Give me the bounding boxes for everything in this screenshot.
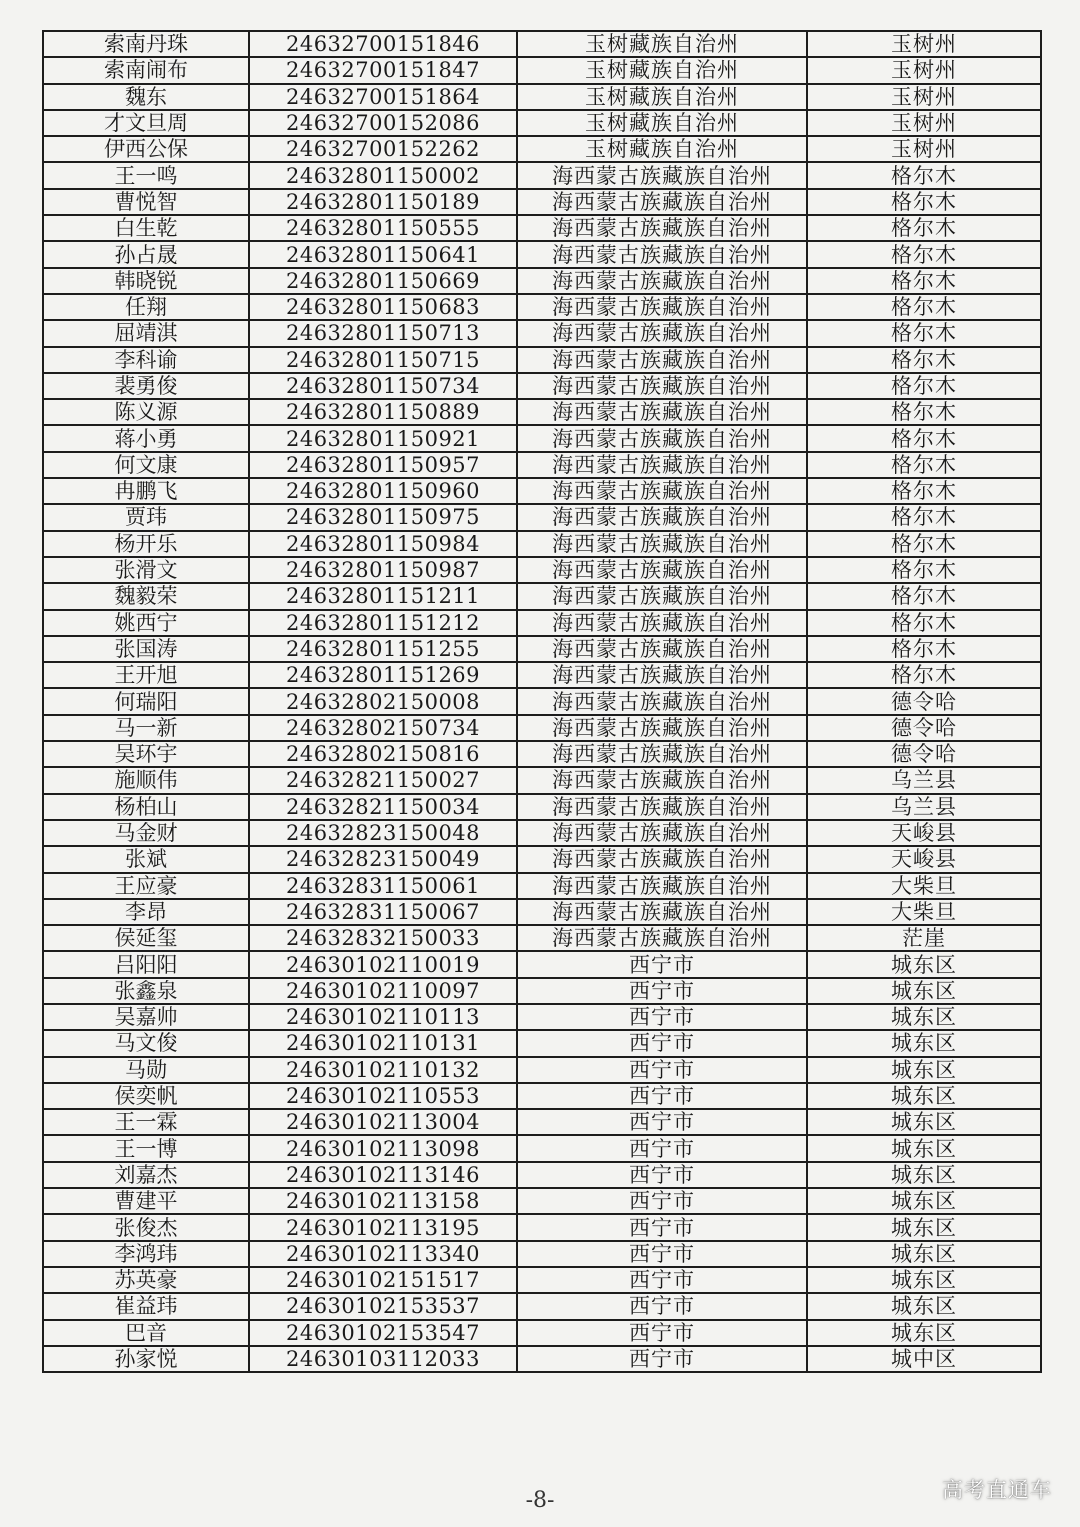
name-cell: 姚西宁 [43, 610, 249, 636]
exam-id-cell: 24632832150033 [249, 925, 517, 951]
exam-id-cell: 24632801151211 [249, 583, 517, 609]
exam-id-cell: 24632801150734 [249, 373, 517, 399]
name-cell: 李鸿玮 [43, 1241, 249, 1267]
name-cell: 曹建平 [43, 1188, 249, 1214]
prefecture-cell: 海西蒙古族藏族自治州 [517, 610, 807, 636]
prefecture-cell: 西宁市 [517, 951, 807, 977]
name-cell: 马金财 [43, 820, 249, 846]
county-cell: 德令哈 [807, 741, 1041, 767]
name-cell: 何文康 [43, 452, 249, 478]
prefecture-cell: 西宁市 [517, 1030, 807, 1056]
name-cell: 吕阳阳 [43, 951, 249, 977]
prefecture-cell: 海西蒙古族藏族自治州 [517, 820, 807, 846]
exam-id-cell: 24632831150061 [249, 873, 517, 899]
exam-id-cell: 24632700152262 [249, 136, 517, 162]
table-row [43, 1320, 1041, 1346]
county-cell: 天峻县 [807, 820, 1041, 846]
exam-id-cell: 24630103112033 [249, 1346, 517, 1372]
name-cell: 侯延玺 [43, 925, 249, 951]
county-cell: 大柴旦 [807, 873, 1041, 899]
name-cell: 索南闹布 [43, 57, 249, 83]
table-row [43, 478, 1041, 504]
name-cell: 裴勇俊 [43, 373, 249, 399]
name-cell: 索南丹珠 [43, 31, 249, 57]
exam-id-cell: 24632801150715 [249, 347, 517, 373]
table-row [43, 1135, 1041, 1161]
prefecture-cell: 西宁市 [517, 1214, 807, 1240]
exam-id-cell: 24632801150189 [249, 189, 517, 215]
roster-table [42, 30, 1042, 1373]
name-cell: 曹悦智 [43, 189, 249, 215]
exam-id-cell: 24630102113146 [249, 1162, 517, 1188]
name-cell: 韩晓锐 [43, 268, 249, 294]
prefecture-cell: 海西蒙古族藏族自治州 [517, 268, 807, 294]
table-row [43, 1162, 1041, 1188]
exam-id-cell: 24632801150957 [249, 452, 517, 478]
name-cell: 张国涛 [43, 636, 249, 662]
table-row [43, 1188, 1041, 1214]
table-row [43, 557, 1041, 583]
table-row [43, 636, 1041, 662]
county-cell: 城中区 [807, 1346, 1041, 1372]
prefecture-cell: 西宁市 [517, 1004, 807, 1030]
name-cell: 张斌 [43, 846, 249, 872]
county-cell: 格尔木 [807, 478, 1041, 504]
county-cell: 格尔木 [807, 241, 1041, 267]
table-row [43, 662, 1041, 688]
name-cell: 王开旭 [43, 662, 249, 688]
prefecture-cell: 西宁市 [517, 1346, 807, 1372]
table-row [43, 1004, 1041, 1030]
exam-id-cell: 24630102153537 [249, 1293, 517, 1319]
exam-id-cell: 24632802150008 [249, 688, 517, 714]
exam-id-cell: 24630102113004 [249, 1109, 517, 1135]
county-cell: 格尔木 [807, 452, 1041, 478]
prefecture-cell: 海西蒙古族藏族自治州 [517, 425, 807, 451]
prefecture-cell: 西宁市 [517, 1109, 807, 1135]
table-row [43, 294, 1041, 320]
name-cell: 冉鹏飞 [43, 478, 249, 504]
county-cell: 格尔木 [807, 610, 1041, 636]
county-cell: 城东区 [807, 1083, 1041, 1109]
name-cell: 才文旦周 [43, 110, 249, 136]
name-cell: 刘嘉杰 [43, 1162, 249, 1188]
table-row [43, 1030, 1041, 1056]
exam-id-cell: 24632801151269 [249, 662, 517, 688]
county-cell: 城东区 [807, 1030, 1041, 1056]
exam-id-cell: 24632700151847 [249, 57, 517, 83]
county-cell: 格尔木 [807, 320, 1041, 346]
prefecture-cell: 海西蒙古族藏族自治州 [517, 241, 807, 267]
table-row [43, 31, 1041, 57]
prefecture-cell: 西宁市 [517, 1188, 807, 1214]
prefecture-cell: 海西蒙古族藏族自治州 [517, 583, 807, 609]
county-cell: 乌兰县 [807, 767, 1041, 793]
county-cell: 城东区 [807, 1188, 1041, 1214]
exam-id-cell: 24632801150669 [249, 268, 517, 294]
table-row [43, 215, 1041, 241]
exam-id-cell: 24632801150002 [249, 162, 517, 188]
exam-id-cell: 24632802150734 [249, 715, 517, 741]
county-cell: 格尔木 [807, 557, 1041, 583]
exam-id-cell: 24632831150067 [249, 899, 517, 925]
table-row [43, 1109, 1041, 1135]
name-cell: 孙家悦 [43, 1346, 249, 1372]
prefecture-cell: 海西蒙古族藏族自治州 [517, 636, 807, 662]
exam-id-cell: 24630102110131 [249, 1030, 517, 1056]
exam-id-cell: 24632801150987 [249, 557, 517, 583]
table-row [43, 1293, 1041, 1319]
prefecture-cell: 海西蒙古族藏族自治州 [517, 925, 807, 951]
county-cell: 德令哈 [807, 688, 1041, 714]
name-cell: 杨开乐 [43, 531, 249, 557]
name-cell: 王一鸣 [43, 162, 249, 188]
name-cell: 吴嘉帅 [43, 1004, 249, 1030]
prefecture-cell: 海西蒙古族藏族自治州 [517, 557, 807, 583]
prefecture-cell: 海西蒙古族藏族自治州 [517, 189, 807, 215]
table-row [43, 688, 1041, 714]
prefecture-cell: 海西蒙古族藏族自治州 [517, 873, 807, 899]
prefecture-cell: 玉树藏族自治州 [517, 57, 807, 83]
prefecture-cell: 海西蒙古族藏族自治州 [517, 320, 807, 346]
table-row [43, 504, 1041, 530]
name-cell: 伊西公保 [43, 136, 249, 162]
exam-id-cell: 24632801150683 [249, 294, 517, 320]
table-row [43, 794, 1041, 820]
county-cell: 格尔木 [807, 425, 1041, 451]
prefecture-cell: 海西蒙古族藏族自治州 [517, 531, 807, 557]
prefecture-cell: 海西蒙古族藏族自治州 [517, 504, 807, 530]
prefecture-cell: 海西蒙古族藏族自治州 [517, 294, 807, 320]
prefecture-cell: 海西蒙古族藏族自治州 [517, 794, 807, 820]
name-cell: 张鑫泉 [43, 978, 249, 1004]
county-cell: 格尔木 [807, 531, 1041, 557]
name-cell: 马文俊 [43, 1030, 249, 1056]
prefecture-cell: 海西蒙古族藏族自治州 [517, 452, 807, 478]
name-cell: 王应豪 [43, 873, 249, 899]
county-cell: 格尔木 [807, 636, 1041, 662]
prefecture-cell: 西宁市 [517, 1057, 807, 1083]
table-row [43, 1214, 1041, 1240]
county-cell: 城东区 [807, 1214, 1041, 1240]
county-cell: 城东区 [807, 1162, 1041, 1188]
exam-id-cell: 24630102153547 [249, 1320, 517, 1346]
name-cell: 张滑文 [43, 557, 249, 583]
table-row [43, 951, 1041, 977]
table-row [43, 241, 1041, 267]
table-row [43, 1083, 1041, 1109]
name-cell: 孙占晟 [43, 241, 249, 267]
prefecture-cell: 海西蒙古族藏族自治州 [517, 662, 807, 688]
name-cell: 何瑞阳 [43, 688, 249, 714]
prefecture-cell: 西宁市 [517, 1162, 807, 1188]
exam-id-cell: 24632801150960 [249, 478, 517, 504]
county-cell: 格尔木 [807, 215, 1041, 241]
name-cell: 施顺伟 [43, 767, 249, 793]
table-row [43, 1057, 1041, 1083]
county-cell: 格尔木 [807, 373, 1041, 399]
county-cell: 城东区 [807, 1267, 1041, 1293]
exam-id-cell: 24632801150921 [249, 425, 517, 451]
roster-table-body [43, 31, 1041, 1372]
county-cell: 格尔木 [807, 189, 1041, 215]
prefecture-cell: 海西蒙古族藏族自治州 [517, 373, 807, 399]
name-cell: 马勋 [43, 1057, 249, 1083]
name-cell: 崔益玮 [43, 1293, 249, 1319]
name-cell: 杨柏山 [43, 794, 249, 820]
table-row [43, 347, 1041, 373]
prefecture-cell: 海西蒙古族藏族自治州 [517, 767, 807, 793]
name-cell: 贾玮 [43, 504, 249, 530]
county-cell: 德令哈 [807, 715, 1041, 741]
exam-id-cell: 24632821150034 [249, 794, 517, 820]
exam-id-cell: 24630102113195 [249, 1214, 517, 1240]
prefecture-cell: 西宁市 [517, 1083, 807, 1109]
table-row [43, 1346, 1041, 1372]
county-cell: 格尔木 [807, 162, 1041, 188]
prefecture-cell: 海西蒙古族藏族自治州 [517, 688, 807, 714]
exam-id-cell: 24632801150713 [249, 320, 517, 346]
county-cell: 城东区 [807, 1320, 1041, 1346]
table-row [43, 399, 1041, 425]
table-row [43, 1241, 1041, 1267]
prefecture-cell: 玉树藏族自治州 [517, 136, 807, 162]
prefecture-cell: 海西蒙古族藏族自治州 [517, 715, 807, 741]
exam-id-cell: 24630102113098 [249, 1135, 517, 1161]
county-cell: 玉树州 [807, 136, 1041, 162]
county-cell: 玉树州 [807, 57, 1041, 83]
county-cell: 城东区 [807, 1004, 1041, 1030]
exam-id-cell: 24632700151846 [249, 31, 517, 57]
prefecture-cell: 海西蒙古族藏族自治州 [517, 478, 807, 504]
page-number: -8- [525, 1488, 555, 1513]
exam-id-cell: 24630102110113 [249, 1004, 517, 1030]
county-cell: 格尔木 [807, 347, 1041, 373]
county-cell: 城东区 [807, 1135, 1041, 1161]
exam-id-cell: 24630102113340 [249, 1241, 517, 1267]
county-cell: 天峻县 [807, 846, 1041, 872]
table-row [43, 978, 1041, 1004]
prefecture-cell: 海西蒙古族藏族自治州 [517, 899, 807, 925]
exam-id-cell: 24632821150027 [249, 767, 517, 793]
table-row [43, 373, 1041, 399]
prefecture-cell: 西宁市 [517, 1293, 807, 1319]
prefecture-cell: 海西蒙古族藏族自治州 [517, 846, 807, 872]
prefecture-cell: 西宁市 [517, 978, 807, 1004]
county-cell: 城东区 [807, 1293, 1041, 1319]
name-cell: 魏东 [43, 84, 249, 110]
exam-id-cell: 24632801151212 [249, 610, 517, 636]
table-row [43, 767, 1041, 793]
county-cell: 玉树州 [807, 31, 1041, 57]
exam-id-cell: 24630102113158 [249, 1188, 517, 1214]
prefecture-cell: 海西蒙古族藏族自治州 [517, 741, 807, 767]
exam-id-cell: 24630102110553 [249, 1083, 517, 1109]
exam-id-cell: 24632801150641 [249, 241, 517, 267]
exam-id-cell: 24632801150889 [249, 399, 517, 425]
table-row [43, 425, 1041, 451]
table-row [43, 189, 1041, 215]
prefecture-cell: 海西蒙古族藏族自治州 [517, 215, 807, 241]
table-row [43, 846, 1041, 872]
county-cell: 格尔木 [807, 662, 1041, 688]
county-cell: 乌兰县 [807, 794, 1041, 820]
name-cell: 李科谕 [43, 347, 249, 373]
table-row [43, 452, 1041, 478]
table-row [43, 320, 1041, 346]
county-cell: 城东区 [807, 1241, 1041, 1267]
county-cell: 茫崖 [807, 925, 1041, 951]
name-cell: 张俊杰 [43, 1214, 249, 1240]
table-row [43, 110, 1041, 136]
prefecture-cell: 玉树藏族自治州 [517, 31, 807, 57]
prefecture-cell: 西宁市 [517, 1267, 807, 1293]
county-cell: 格尔木 [807, 268, 1041, 294]
county-cell: 格尔木 [807, 294, 1041, 320]
exam-id-cell: 24632823150049 [249, 846, 517, 872]
table-row [43, 268, 1041, 294]
county-cell: 城东区 [807, 1057, 1041, 1083]
exam-id-cell: 24632801150555 [249, 215, 517, 241]
table-row [43, 84, 1041, 110]
table-row [43, 820, 1041, 846]
county-cell: 格尔木 [807, 504, 1041, 530]
county-cell: 玉树州 [807, 110, 1041, 136]
exam-id-cell: 24632802150816 [249, 741, 517, 767]
table-row [43, 715, 1041, 741]
table-row [43, 583, 1041, 609]
name-cell: 蒋小勇 [43, 425, 249, 451]
name-cell: 吴环宇 [43, 741, 249, 767]
name-cell: 屈靖淇 [43, 320, 249, 346]
name-cell: 李昂 [43, 899, 249, 925]
table-row [43, 899, 1041, 925]
name-cell: 王一博 [43, 1135, 249, 1161]
table-row [43, 610, 1041, 636]
watermark-text: 高考直通车 [942, 1478, 1052, 1502]
table-row [43, 925, 1041, 951]
exam-id-cell: 24630102151517 [249, 1267, 517, 1293]
county-cell: 格尔木 [807, 399, 1041, 425]
prefecture-cell: 海西蒙古族藏族自治州 [517, 162, 807, 188]
county-cell: 格尔木 [807, 583, 1041, 609]
prefecture-cell: 海西蒙古族藏族自治州 [517, 347, 807, 373]
exam-id-cell: 24632801150975 [249, 504, 517, 530]
exam-id-cell: 24632801151255 [249, 636, 517, 662]
exam-id-cell: 24632823150048 [249, 820, 517, 846]
exam-id-cell: 24632700151864 [249, 84, 517, 110]
table-row [43, 531, 1041, 557]
county-cell: 大柴旦 [807, 899, 1041, 925]
exam-id-cell: 24630102110019 [249, 951, 517, 977]
table-row [43, 1267, 1041, 1293]
name-cell: 巴音 [43, 1320, 249, 1346]
prefecture-cell: 玉树藏族自治州 [517, 84, 807, 110]
name-cell: 陈义源 [43, 399, 249, 425]
exam-id-cell: 24630102110097 [249, 978, 517, 1004]
name-cell: 白生乾 [43, 215, 249, 241]
name-cell: 王一霖 [43, 1109, 249, 1135]
name-cell: 侯奕帆 [43, 1083, 249, 1109]
exam-id-cell: 24632700152086 [249, 110, 517, 136]
name-cell: 任翔 [43, 294, 249, 320]
table-row [43, 57, 1041, 83]
name-cell: 马一新 [43, 715, 249, 741]
county-cell: 玉树州 [807, 84, 1041, 110]
county-cell: 城东区 [807, 978, 1041, 1004]
prefecture-cell: 西宁市 [517, 1135, 807, 1161]
name-cell: 魏毅荣 [43, 583, 249, 609]
county-cell: 城东区 [807, 951, 1041, 977]
prefecture-cell: 海西蒙古族藏族自治州 [517, 399, 807, 425]
table-row [43, 162, 1041, 188]
table-row [43, 136, 1041, 162]
table-row [43, 873, 1041, 899]
name-cell: 苏英豪 [43, 1267, 249, 1293]
exam-id-cell: 24632801150984 [249, 531, 517, 557]
county-cell: 城东区 [807, 1109, 1041, 1135]
prefecture-cell: 西宁市 [517, 1241, 807, 1267]
prefecture-cell: 西宁市 [517, 1320, 807, 1346]
prefecture-cell: 玉树藏族自治州 [517, 110, 807, 136]
table-row [43, 741, 1041, 767]
exam-id-cell: 24630102110132 [249, 1057, 517, 1083]
